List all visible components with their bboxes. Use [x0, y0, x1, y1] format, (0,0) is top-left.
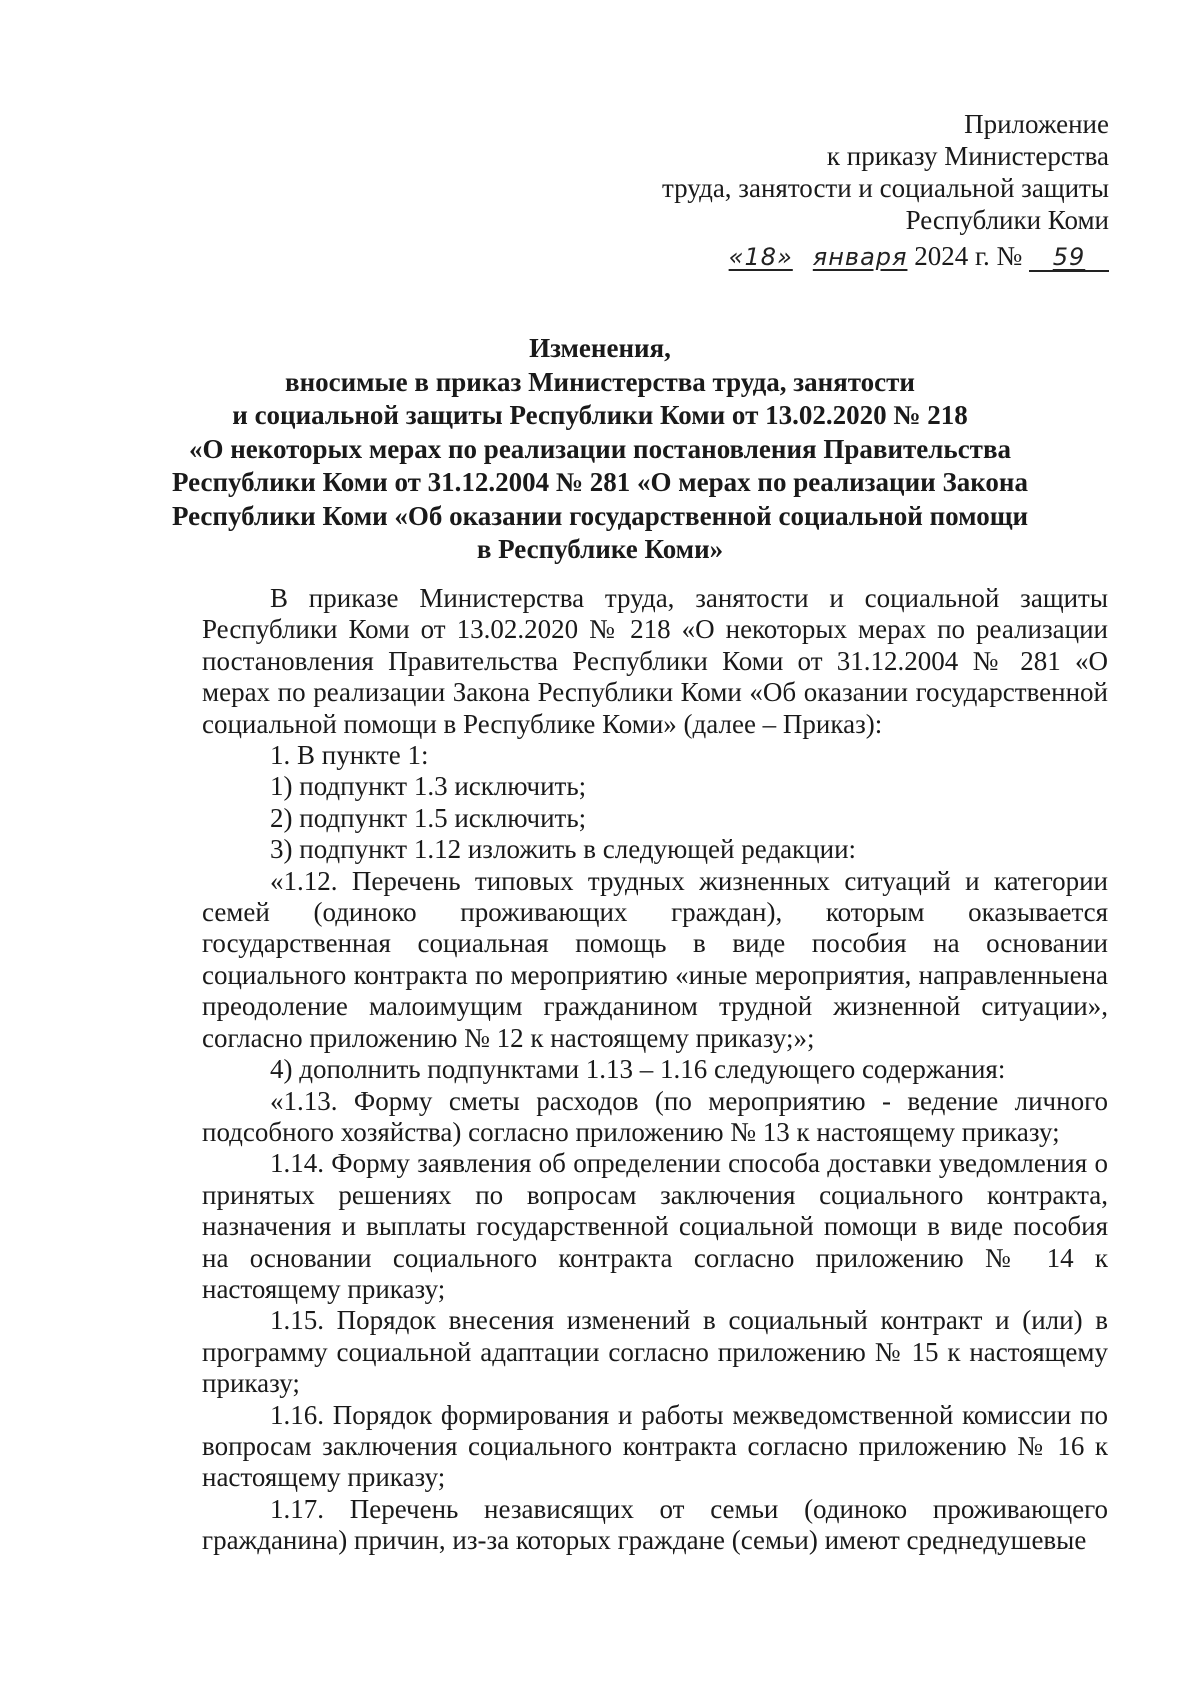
- title-line: в Республике Коми»: [476, 534, 724, 564]
- approval-block: [662, 108, 1109, 273]
- approval-line-1: Приложение: [964, 109, 1109, 139]
- approval-year: 2024 г. №: [914, 241, 1023, 271]
- body-paragraph-preamble: В приказе Министерства труда, занятости и социальной защиты Республики Коми от 13.02.2020 № 218 «О некоторых мерах по реализации постановления Правительства Республики Коми от 31.12.2004 № 281 «О мерах по реализации Закона Республики Коми «Об оказании государственной социальной помощи в Республике Коми» (далее – Приказ):: [202, 583, 1108, 739]
- title-line: Республики Коми «Об оказании государственной социальной помощи: [171, 500, 1029, 531]
- approval-line-3: труда, занятости и социальной защиты: [662, 173, 1109, 203]
- approval-line-2: к приказу Министерства: [826, 141, 1109, 171]
- title-line: «О некоторых мерах по реализации постановления Правительства: [188, 433, 1012, 464]
- body-subitem-2: 2) подпункт 1.5 исключить;: [270, 802, 587, 833]
- body-paragraph-1-15: 1.15. Порядок внесения изменений в социальный контракт и (или) в программу социальной адаптации согласно приложению № 15 к настоящему приказу;: [202, 1305, 1108, 1399]
- body-subitem-1: 1) подпункт 1.3 исключить;: [270, 771, 587, 802]
- title-line: Изменения,: [529, 333, 671, 363]
- title-line: и социальной защиты Республики Коми от 13.02.2020 № 218: [232, 400, 968, 430]
- body-subitem-4: 4) дополнить подпунктами 1.13 – 1.16 следующего содержания:: [270, 1054, 1006, 1085]
- document-body: [202, 583, 1108, 1557]
- handwritten-number: 59: [1029, 244, 1109, 272]
- body-paragraph-1-16: 1.16. Порядок формирования и работы межведомственной комиссии по вопросам заключения социального контракта согласно приложению № 16 к настоящему приказу;: [202, 1399, 1108, 1493]
- body-subitem-3: 3) подпункт 1.12 изложить в следующей редакции:: [270, 834, 857, 865]
- title-line: вносимые в приказ Министерства труда, занятости: [284, 366, 915, 397]
- approval-date-line: [662, 240, 1109, 273]
- title-line: Республики Коми от 31.12.2004 № 281 «О мерах по реализации Закона: [172, 467, 1028, 497]
- approval-line-4: Республики Коми: [905, 205, 1109, 235]
- document-title: [160, 332, 1040, 567]
- body-paragraph-1-12: «1.12. Перечень типовых трудных жизненных ситуаций и категории семей (одиноко проживающих граждан), которым оказывается государственная социальная помощь в виде пособия на основании социального контракта по мероприятию «иные мероприятия, направленныена преодоление малоимущим гражданином трудной жизненной ситуации», согласно приложению № 12 к настоящему приказу;»;: [202, 865, 1108, 1053]
- body-paragraph-1-13: «1.13. Форму сметы расходов (по мероприятию - ведение личного подсобного хозяйства) согласно приложению № 13 к настоящему приказу;: [202, 1085, 1108, 1147]
- body-paragraph-1-14: 1.14. Форму заявления об определении способа доставки уведомления о принятых решениях по вопросам заключения социального контракта, назначения и выплаты государственной социальной помощи в виде пособия на основании социального контракта согласно приложению № 14 к настоящему приказу;: [202, 1148, 1108, 1304]
- body-item-1: 1. В пункте 1:: [270, 740, 429, 771]
- body-paragraph-1-17: 1.17. Перечень независящих от семьи (одиноко проживающего гражданина) причин, из-за которых граждане (семьи) имеют среднедушевые: [202, 1493, 1108, 1556]
- handwritten-month: января: [812, 243, 908, 271]
- handwritten-day: «18»: [728, 243, 793, 271]
